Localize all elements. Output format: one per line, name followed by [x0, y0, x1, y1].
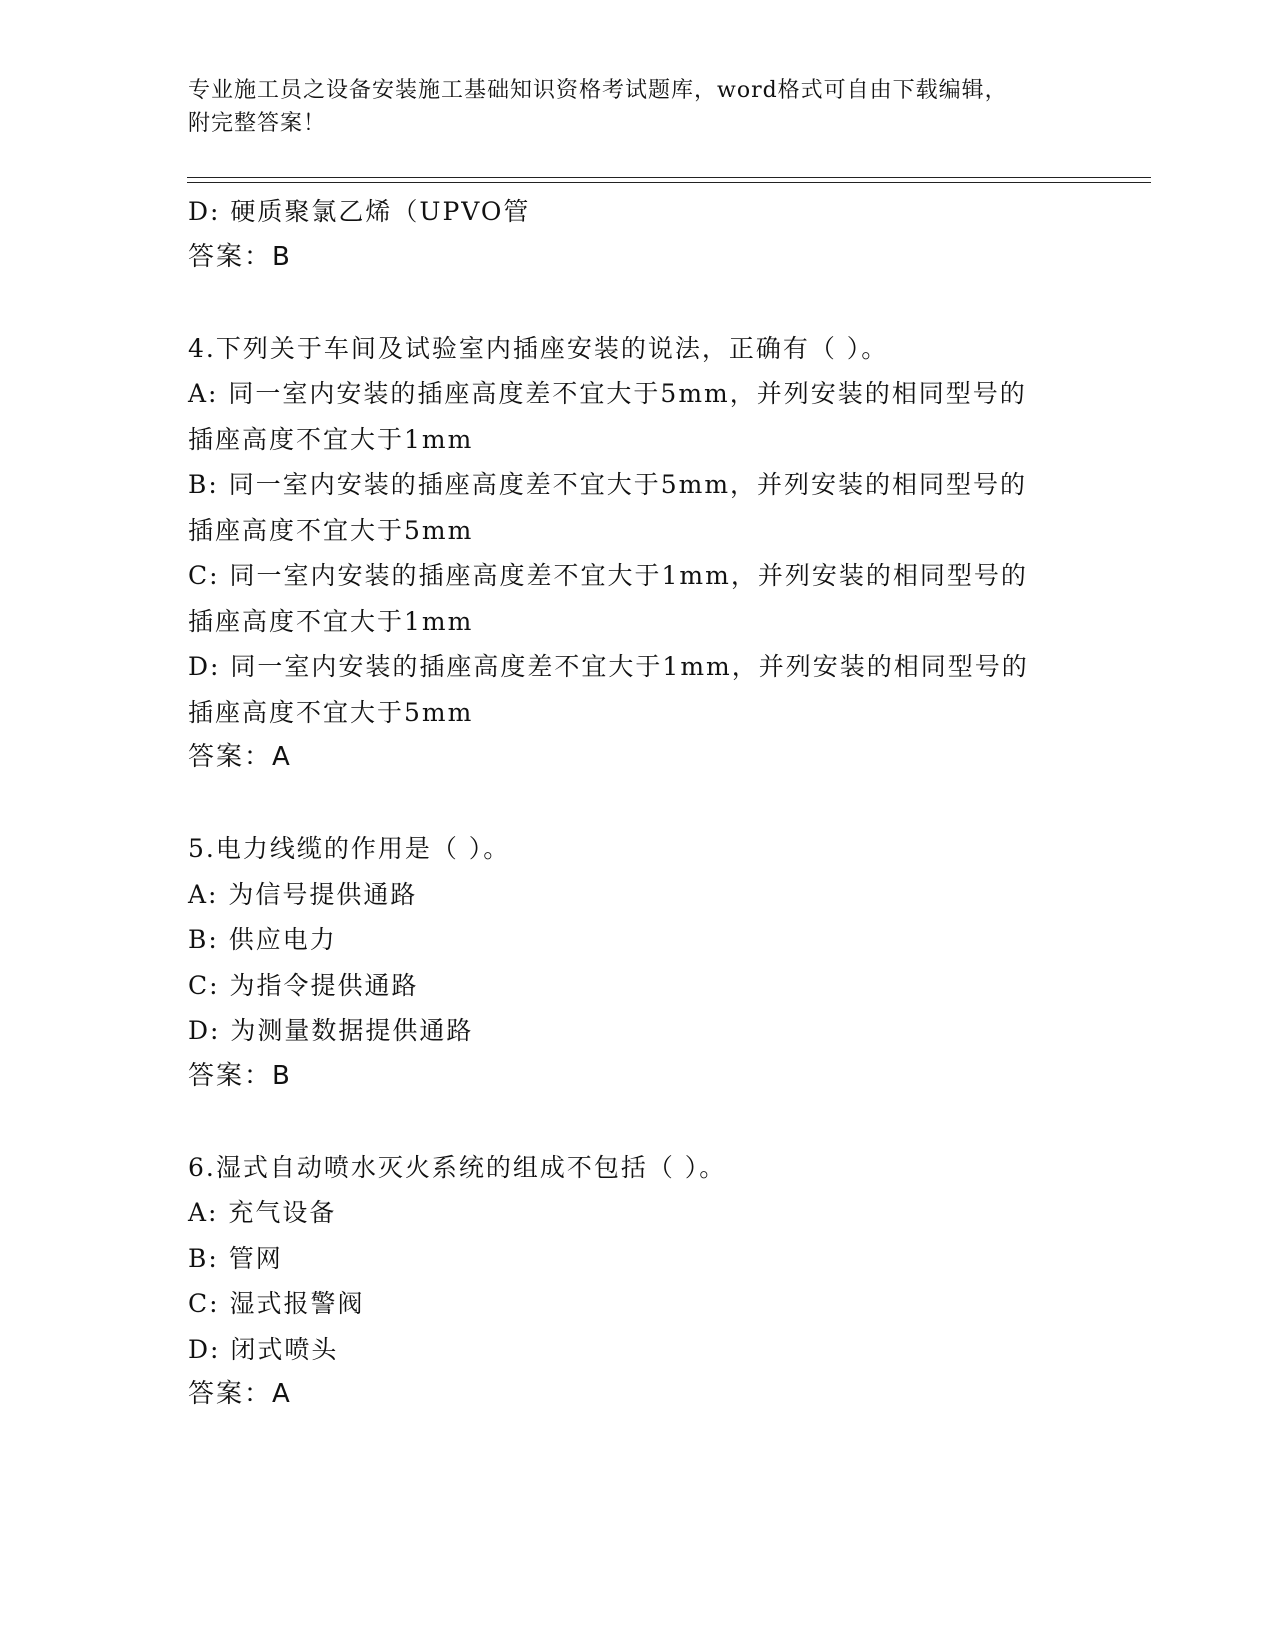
q6-answer: 答案：A	[188, 1379, 292, 1409]
q4-option-d-cont: 插座高度不宜大于5mm	[188, 697, 474, 727]
q4-option-a: A: 同一室内安装的插座高度差不宜大于5mm，并列安装的相同型号的	[188, 379, 1027, 408]
q6-question: 6.湿式自动喷水灭火系统的组成不包括（ ）。	[188, 1152, 727, 1182]
header-rule-bottom	[187, 182, 1151, 183]
q4-option-c: C: 同一室内安装的插座高度差不宜大于1mm，并列安装的相同型号的	[188, 561, 1028, 590]
q4-answer: 答案：A	[188, 742, 292, 772]
q4-option-b-cont: 插座高度不宜大于5mm	[188, 515, 474, 545]
q5-question: 5.电力线缆的作用是（ ）。	[188, 834, 511, 863]
header-rule-top	[187, 177, 1151, 178]
q6-option-a: A: 充气设备	[188, 1198, 337, 1227]
q4-option-b: B: 同一室内安装的插座高度差不宜大于5mm，并列安装的相同型号的	[188, 470, 1028, 499]
q6-option-d: D: 闭式喷头	[188, 1334, 339, 1364]
header-line-2: 附完整答案！	[188, 111, 327, 136]
q6-option-c: C: 湿式报警阀	[188, 1289, 365, 1318]
spacer	[188, 1099, 1088, 1145]
header-line-1: 专业施工员之设备安装施工基础知识资格考试题库，word格式可自由下载编辑，	[188, 78, 1008, 103]
q5-option-c: C: 为指令提供通路	[188, 970, 419, 1000]
q5-answer: 答案：B	[188, 1060, 292, 1091]
q4-question: 4.下列关于车间及试验室内插座安装的说法，正确有（ ）。	[188, 333, 889, 363]
q5-option-b: B: 供应电力	[188, 925, 337, 954]
prev-answer: 答案：B	[188, 241, 292, 272]
spacer	[188, 781, 1088, 827]
document-header	[188, 74, 1088, 140]
q5-option-a: A: 为信号提供通路	[188, 879, 418, 909]
q4-option-c-cont: 插座高度不宜大于1mm	[188, 606, 474, 636]
q6-option-b: B: 管网	[188, 1243, 283, 1273]
spacer	[188, 280, 1088, 326]
prev-option-d: D: 硬质聚氯乙烯（UPVO管	[188, 197, 531, 226]
q4-option-d: D: 同一室内安装的插座高度差不宜大于1mm，并列安装的相同型号的	[188, 652, 1029, 681]
q4-option-a-cont: 插座高度不宜大于1mm	[188, 424, 474, 454]
document-body	[188, 189, 1088, 1418]
q5-option-d: D: 为测量数据提供通路	[188, 1016, 474, 1045]
